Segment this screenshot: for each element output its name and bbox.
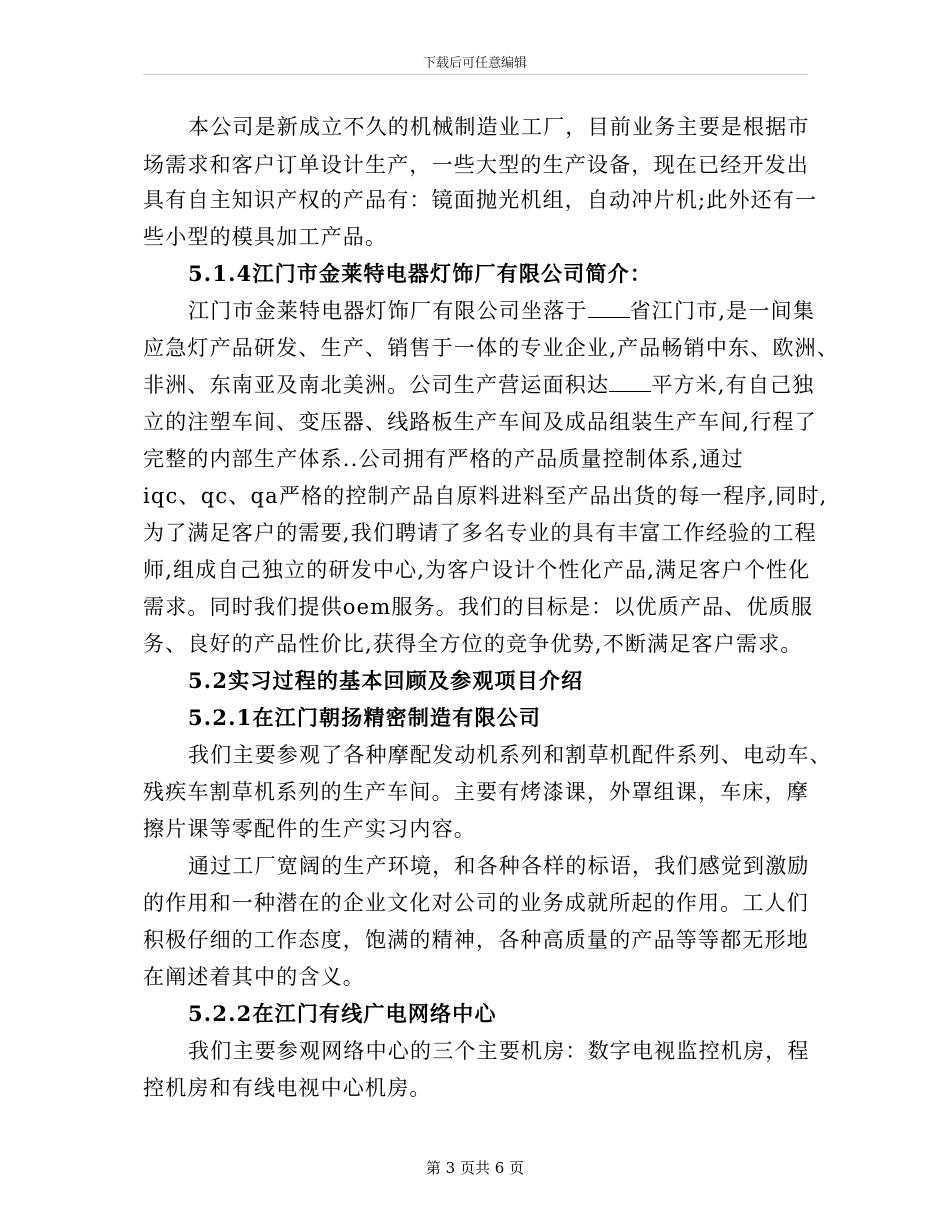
section-heading: 5.2.2在江门有线广电网络中心 — [188, 1001, 497, 1026]
text-segment: 江门市金莱特电器灯饰厂有限公司坐落于 — [188, 299, 588, 323]
blank-underline — [588, 299, 630, 318]
paragraph-line: 应急灯产品研发、生产、销售于一体的专业企业,产品畅销中东、欧洲、 — [143, 336, 840, 360]
page-header: 下载后可任意编辑 — [422, 56, 527, 71]
paragraph-line — [188, 297, 868, 325]
paragraph-line: 擦片课等零配件的生产实习内容。 — [143, 817, 476, 841]
paragraph-line: 场需求和客户订单设计生产，一些大型的生产设备，现在已经开发出 — [143, 153, 809, 177]
text-segment: 平方米,有自己独 — [651, 373, 815, 397]
section-heading: 5.1.4江门市金莱特电器灯饰厂有限公司简介： — [188, 261, 653, 286]
header-divider — [143, 74, 808, 75]
text-segment: 非洲、东南亚及南北美洲。公司生产营运面积达 — [143, 373, 610, 397]
paragraph-line: 积极仔细的工作态度，饱满的精神，各种高质量的产品等等都无形地 — [143, 928, 809, 952]
blank-underline — [609, 373, 651, 392]
paragraph-line: 需求。同时我们提供oem服务。我们的目标是：以优质产品、优质服 — [143, 595, 814, 619]
paragraph-line: 些小型的模具加工产品。 — [143, 225, 388, 249]
text-segment: 省江门市,是一间集 — [629, 299, 816, 323]
paragraph-line: iqc、qc、qa严格的控制产品自原料进料至产品出货的每一程序,同时, — [143, 484, 828, 508]
section-heading: 5.2实习过程的基本回顾及参观项目介绍 — [188, 668, 584, 693]
paragraph-line: 具有自主知识产权的产品有：镜面抛光机组，自动冲片机;此外还有一 — [143, 188, 818, 212]
paragraph-line: 为了满足客户的需要,我们聘请了多名专业的具有丰富工作经验的工程 — [143, 521, 817, 545]
paragraph-line — [143, 371, 823, 399]
paragraph-line: 本公司是新成立不久的机械制造业工厂，目前业务主要是根据市 — [188, 115, 810, 139]
page-footer: 第 3 页共 6 页 — [425, 1159, 525, 1177]
paragraph-line: 立的注塑车间、变压器、线路板生产车间及成品组装生产车间,行程了 — [143, 410, 817, 434]
paragraph-line: 在阐述着其中的含义。 — [143, 965, 365, 989]
paragraph-line: 我们主要参观了各种摩配发动机系列和割草机配件系列、电动车、 — [188, 743, 832, 767]
paragraph-line: 我们主要参观网络中心的三个主要机房：数字电视监控机房，程 — [188, 1039, 810, 1063]
paragraph-line: 完整的内部生产体系..公司拥有严格的产品质量控制体系,通过 — [143, 447, 744, 471]
paragraph-line: 师,组成自己独立的研发中心,为客户设计个性化产品,满足客户个性化 — [143, 558, 811, 582]
paragraph-line: 残疾车割草机系列的生产车间。主要有烤漆课，外罩组课，车床，摩 — [143, 780, 809, 804]
paragraph-line: 控机房和有线电视中心机房。 — [143, 1076, 432, 1100]
paragraph-line: 通过工厂宽阔的生产环境，和各种各样的标语，我们感觉到激励 — [188, 854, 810, 878]
paragraph-line: 的作用和一种潜在的企业文化对公司的业务成就所起的作用。工人们 — [143, 891, 809, 915]
section-heading: 5.2.1在江门朝扬精密制造有限公司 — [188, 705, 542, 730]
paragraph-line: 务、良好的产品性价比,获得全方位的竞争优势,不断满足客户需求。 — [143, 632, 803, 656]
